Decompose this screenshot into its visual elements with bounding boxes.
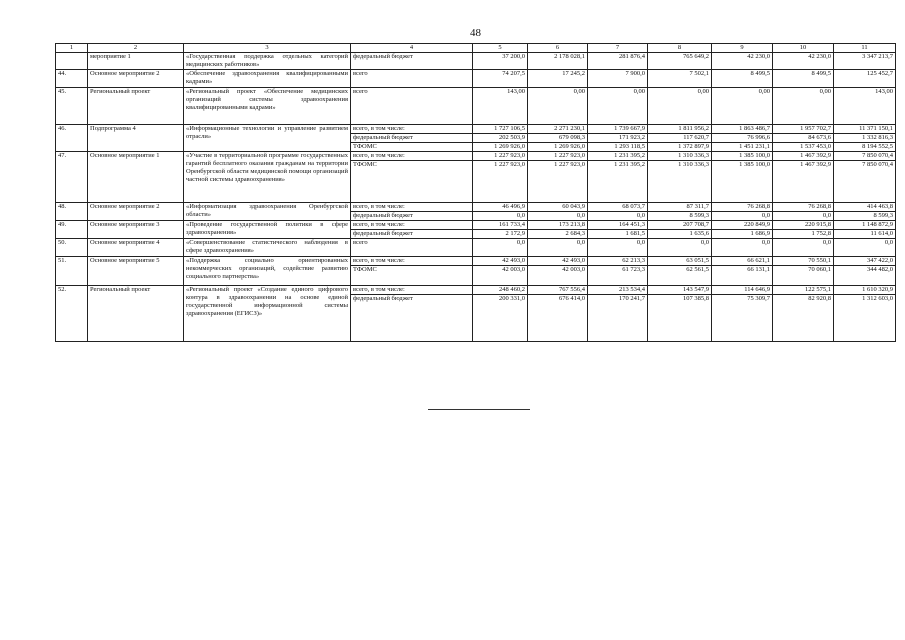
column-header: 4: [351, 44, 473, 53]
amount-cell: 42 003,0: [528, 266, 588, 286]
table-body: [56, 53, 896, 342]
amount-cell: 70 060,1: [773, 266, 834, 286]
amount-cell: 0,0: [588, 212, 648, 221]
funding-source: федеральный бюджет: [351, 230, 473, 239]
amount-cell: 1 727 106,5: [473, 125, 528, 134]
amount-cell: 0,0: [648, 239, 712, 257]
amount-cell: 2 178 028,1: [528, 53, 588, 70]
amount-cell: 676 414,0: [528, 295, 588, 342]
row-type: Подпрограмма 4: [88, 125, 184, 152]
table-row: [56, 257, 896, 266]
amount-cell: 1 227 923,0: [473, 152, 528, 161]
amount-cell: 1 231 395,2: [588, 161, 648, 203]
amount-cell: 66 621,1: [712, 257, 773, 266]
funding-source: всего, в том числе:: [351, 286, 473, 295]
amount-cell: 17 245,2: [528, 70, 588, 88]
funding-source: федеральный бюджет: [351, 134, 473, 143]
row-type: Основное мероприятие 4: [88, 239, 184, 257]
amount-cell: 76 996,6: [712, 134, 773, 143]
row-type: Основное мероприятие 1: [88, 152, 184, 203]
amount-cell: 7 502,1: [648, 70, 712, 88]
amount-cell: 1 739 667,9: [588, 125, 648, 134]
amount-cell: 1 231 395,2: [588, 152, 648, 161]
amount-cell: 1 332 816,3: [834, 134, 896, 143]
amount-cell: 0,0: [473, 212, 528, 221]
column-header: 2: [88, 44, 184, 53]
funding-source: всего: [351, 70, 473, 88]
amount-cell: 0,0: [528, 239, 588, 257]
amount-cell: 767 556,4: [528, 286, 588, 295]
column-header: 7: [588, 44, 648, 53]
table-row: [56, 53, 896, 70]
funding-source: ТФОМС: [351, 161, 473, 203]
amount-cell: 344 482,0: [834, 266, 896, 286]
table-row: [56, 221, 896, 230]
amount-cell: 1 227 923,0: [528, 152, 588, 161]
amount-cell: 1 269 926,0: [528, 143, 588, 152]
table-row: [56, 239, 896, 257]
amount-cell: 213 534,4: [588, 286, 648, 295]
amount-cell: 8 599,3: [834, 212, 896, 221]
amount-cell: 207 708,7: [648, 221, 712, 230]
amount-cell: 7 900,0: [588, 70, 648, 88]
amount-cell: 87 311,7: [648, 203, 712, 212]
row-description: «Участие в территориальной программе государственных гарантий бесплатного оказания гражданам на территории Оренбургской области медицинской помощи организаций частной системы здравоохранения»: [184, 152, 351, 203]
amount-cell: 2 271 230,1: [528, 125, 588, 134]
amount-cell: 0,00: [712, 88, 773, 125]
row-type: Основное мероприятие 2: [88, 70, 184, 88]
row-number: 52.: [56, 286, 88, 342]
amount-cell: 0,0: [773, 239, 834, 257]
amount-cell: 42 230,0: [773, 53, 834, 70]
header-row: [56, 44, 896, 53]
amount-cell: 1 467 392,9: [773, 161, 834, 203]
amount-cell: 7 850 070,4: [834, 152, 896, 161]
amount-cell: 220 915,8: [773, 221, 834, 230]
row-number: 45.: [56, 88, 88, 125]
amount-cell: 8 194 552,5: [834, 143, 896, 152]
amount-cell: 0,0: [712, 239, 773, 257]
row-number: 49.: [56, 221, 88, 239]
amount-cell: 248 460,2: [473, 286, 528, 295]
amount-cell: 1 227 923,0: [473, 161, 528, 203]
amount-cell: 11 614,0: [834, 230, 896, 239]
column-header: 9: [712, 44, 773, 53]
amount-cell: 143,00: [834, 88, 896, 125]
amount-cell: 0,0: [773, 212, 834, 221]
table-row: [56, 88, 896, 125]
amount-cell: 62 561,5: [648, 266, 712, 286]
row-description: «Информатизация здравоохранения Оренбургской области»: [184, 203, 351, 221]
row-type: Основное мероприятие 2: [88, 203, 184, 221]
amount-cell: 414 463,8: [834, 203, 896, 212]
funding-source: всего, в том числе:: [351, 221, 473, 230]
funding-source: ТФОМС: [351, 143, 473, 152]
amount-cell: 7 850 070,4: [834, 161, 896, 203]
amount-cell: 171 923,2: [588, 134, 648, 143]
amount-cell: 0,0: [834, 239, 896, 257]
amount-cell: 63 051,5: [648, 257, 712, 266]
amount-cell: 1 610 320,9: [834, 286, 896, 295]
table-row: [56, 70, 896, 88]
table-row: [56, 125, 896, 134]
funding-source: всего, в том числе:: [351, 125, 473, 134]
amount-cell: 68 073,7: [588, 203, 648, 212]
amount-cell: 1 752,8: [773, 230, 834, 239]
amount-cell: 1 227 923,0: [528, 161, 588, 203]
amount-cell: 11 371 150,1: [834, 125, 896, 134]
column-header: 5: [473, 44, 528, 53]
row-number: 44.: [56, 70, 88, 88]
amount-cell: 1 385 100,0: [712, 152, 773, 161]
amount-cell: 61 723,3: [588, 266, 648, 286]
amount-cell: 42 493,0: [473, 257, 528, 266]
funding-source: федеральный бюджет: [351, 212, 473, 221]
amount-cell: 8 499,5: [712, 70, 773, 88]
budget-table: [55, 43, 896, 342]
amount-cell: 76 268,8: [712, 203, 773, 212]
amount-cell: 8 599,3: [648, 212, 712, 221]
amount-cell: 765 649,2: [648, 53, 712, 70]
amount-cell: 1 310 336,3: [648, 152, 712, 161]
amount-cell: 8 499,5: [773, 70, 834, 88]
amount-cell: 42 230,0: [712, 53, 773, 70]
funding-source: всего, в том числе:: [351, 257, 473, 266]
amount-cell: 66 131,1: [712, 266, 773, 286]
amount-cell: 114 646,9: [712, 286, 773, 295]
amount-cell: 46 496,9: [473, 203, 528, 212]
amount-cell: 76 268,8: [773, 203, 834, 212]
amount-cell: 42 493,0: [528, 257, 588, 266]
column-header: 3: [184, 44, 351, 53]
amount-cell: 0,0: [588, 239, 648, 257]
column-header: 6: [528, 44, 588, 53]
row-type: Региональный проект: [88, 286, 184, 342]
amount-cell: 82 920,8: [773, 295, 834, 342]
bottom-divider: [428, 409, 530, 410]
amount-cell: 1 293 118,5: [588, 143, 648, 152]
row-number: 46.: [56, 125, 88, 152]
amount-cell: 1 537 453,0: [773, 143, 834, 152]
amount-cell: 1 686,9: [712, 230, 773, 239]
amount-cell: 1 310 336,3: [648, 161, 712, 203]
funding-source: всего: [351, 239, 473, 257]
funding-source: всего, в том числе:: [351, 152, 473, 161]
table-row: [56, 203, 896, 212]
row-type: Основное мероприятие 3: [88, 221, 184, 239]
row-type: Основное мероприятие 5: [88, 257, 184, 286]
funding-source: федеральный бюджет: [351, 295, 473, 342]
amount-cell: 0,00: [773, 88, 834, 125]
amount-cell: 347 422,0: [834, 257, 896, 266]
amount-cell: 164 451,3: [588, 221, 648, 230]
amount-cell: 1 863 486,7: [712, 125, 773, 134]
row-description: «Проведение государственной политики в сфере здравоохранения»: [184, 221, 351, 239]
amount-cell: 0,00: [528, 88, 588, 125]
amount-cell: 202 503,9: [473, 134, 528, 143]
amount-cell: 143,00: [473, 88, 528, 125]
amount-cell: 200 331,0: [473, 295, 528, 342]
amount-cell: 0,00: [588, 88, 648, 125]
amount-cell: 2 172,9: [473, 230, 528, 239]
column-header: 11: [834, 44, 896, 53]
amount-cell: 1 148 872,9: [834, 221, 896, 230]
page-number: 48: [470, 27, 481, 39]
row-number: [56, 53, 88, 70]
amount-cell: 1 811 956,2: [648, 125, 712, 134]
column-header: 1: [56, 44, 88, 53]
amount-cell: 60 043,9: [528, 203, 588, 212]
amount-cell: 1 957 702,7: [773, 125, 834, 134]
amount-cell: 84 673,6: [773, 134, 834, 143]
amount-cell: 117 620,7: [648, 134, 712, 143]
row-description: «Поддержка социально ориентированных некоммерческих организаций, содействие развитию социального партнерства»: [184, 257, 351, 286]
row-description: «Государственная поддержка отдельных категорий медицинских работников»: [184, 53, 351, 70]
amount-cell: 1 451 231,1: [712, 143, 773, 152]
amount-cell: 1 372 897,9: [648, 143, 712, 152]
row-type: Региональный проект: [88, 88, 184, 125]
amount-cell: 0,0: [712, 212, 773, 221]
amount-cell: 70 550,1: [773, 257, 834, 266]
funding-source: федеральный бюджет: [351, 53, 473, 70]
amount-cell: 1 635,6: [648, 230, 712, 239]
row-number: 51.: [56, 257, 88, 286]
amount-cell: 37 200,0: [473, 53, 528, 70]
row-type: мероприятие 1: [88, 53, 184, 70]
amount-cell: 281 876,4: [588, 53, 648, 70]
amount-cell: 122 575,1: [773, 286, 834, 295]
amount-cell: 1 385 100,0: [712, 161, 773, 203]
table-row: [56, 152, 896, 161]
column-header: 8: [648, 44, 712, 53]
funding-source: всего, в том числе:: [351, 203, 473, 212]
amount-cell: 1 269 926,0: [473, 143, 528, 152]
amount-cell: 173 213,8: [528, 221, 588, 230]
amount-cell: 0,00: [648, 88, 712, 125]
amount-cell: 220 849,9: [712, 221, 773, 230]
column-header: 10: [773, 44, 834, 53]
amount-cell: 1 681,5: [588, 230, 648, 239]
amount-cell: 42 003,0: [473, 266, 528, 286]
amount-cell: 1 467 392,9: [773, 152, 834, 161]
amount-cell: 74 207,5: [473, 70, 528, 88]
table-row: [56, 286, 896, 295]
row-number: 48.: [56, 203, 88, 221]
amount-cell: 62 213,3: [588, 257, 648, 266]
amount-cell: 170 241,7: [588, 295, 648, 342]
amount-cell: 125 452,7: [834, 70, 896, 88]
row-description: «Обеспечение здравоохранения квалифицированными кадрами»: [184, 70, 351, 88]
row-description: «Совершенствование статистического наблюдения в сфере здравоохранения»: [184, 239, 351, 257]
amount-cell: 161 733,4: [473, 221, 528, 230]
row-number: 47.: [56, 152, 88, 203]
amount-cell: 75 309,7: [712, 295, 773, 342]
funding-source: ТФОМС: [351, 266, 473, 286]
row-number: 50.: [56, 239, 88, 257]
amount-cell: 143 547,9: [648, 286, 712, 295]
row-description: «Региональный проект «Создание единого цифрового контура в здравоохранении на основе единой государственной информационной системы здравоохранения (ЕГИСЗ)»: [184, 286, 351, 342]
row-description: «Информационные технологии и управление развитием отрасли»: [184, 125, 351, 152]
amount-cell: 2 684,3: [528, 230, 588, 239]
funding-source: всего: [351, 88, 473, 125]
amount-cell: 107 385,8: [648, 295, 712, 342]
amount-cell: 1 312 603,0: [834, 295, 896, 342]
amount-cell: 3 347 213,7: [834, 53, 896, 70]
amount-cell: 0,0: [473, 239, 528, 257]
amount-cell: 0,0: [528, 212, 588, 221]
amount-cell: 679 098,3: [528, 134, 588, 143]
row-description: «Региональный проект «Обеспечение медицинских организаций системы здравоохранения квалифицированными кадрами»: [184, 88, 351, 125]
